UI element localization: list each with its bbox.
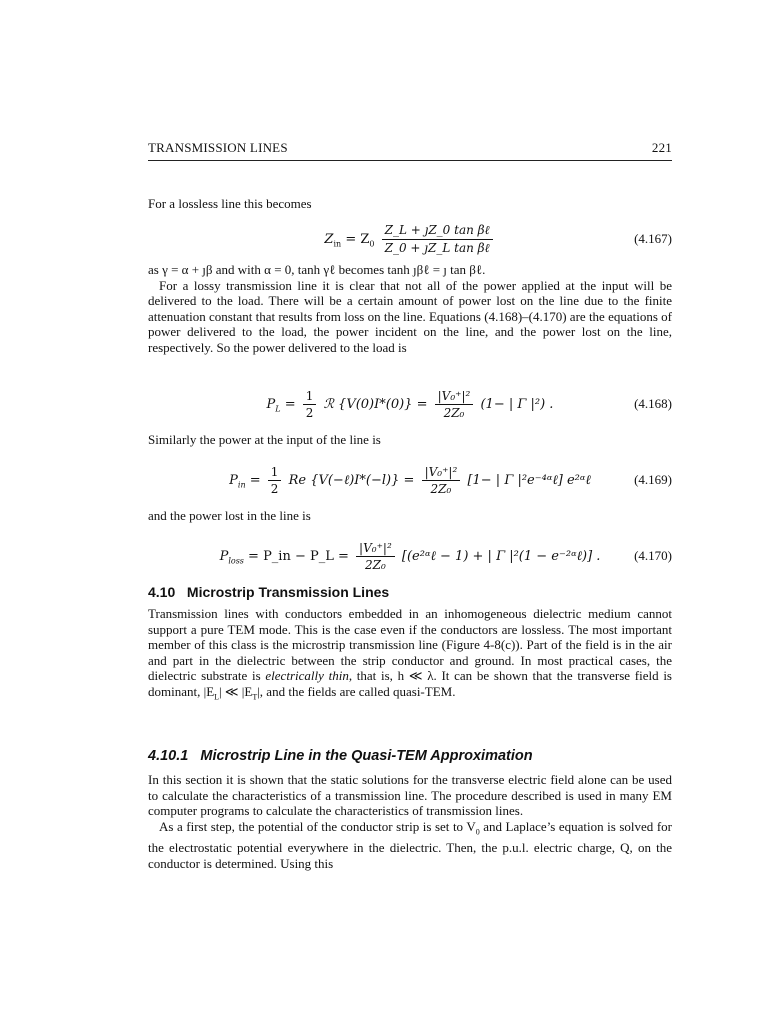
- quasi-tem-paragraph: In this section it is shown that the static solutions for the transverse electric field alone can be used to calculate the characteristics of a transmission line. The procedure described is used in many EM computer programs to calculate the characteristics of transmission lines.: [148, 772, 672, 819]
- section-4-10: [148, 584, 672, 705]
- lossy-text: [148, 262, 672, 356]
- first-step-paragraph: As a first step, the potential of the conductor strip is set to $V_0$ and Laplace’s equation is solved for the electrostatic potential everywhere in the dielectric. Then, the p.u.l. electric charge, Q, on the conductor is determined. Using this: [148, 818, 672, 871]
- after-eq-167: as γ = α + ȷβ and with α = 0, tanh γℓ becomes tanh ȷβℓ = ȷ tan βℓ.: [148, 262, 486, 277]
- lossless-intro: For a lossless line this becomes: [148, 196, 312, 211]
- page-number: 221: [651, 140, 672, 155]
- equation-4-168: $P_L$ = $\frac{1}{2}$ ℛ {V(0)I*(0)} = $\frac{\text{|V₀⁺|²}}{\text{2Z₀}}$ (1− | Γ |²) . (4.168): [266, 388, 672, 420]
- equation-number: (4.167): [634, 231, 672, 246]
- equation-number: (4.168): [634, 396, 672, 411]
- equation-number: (4.170): [634, 548, 672, 563]
- power-lost-text: and the power lost in the line is: [148, 508, 311, 523]
- section-heading: 4.10 Microstrip Transmission Lines: [148, 584, 390, 600]
- equation-4-169: $P_{in}$ = $\frac{1}{2}$ Re {V(−ℓ)I*(−l)} = $\frac{\text{|V₀⁺|²}}{\text{2Z₀}}$ [1− | Γ |²e⁻⁴ᵅℓ] e²ᵅℓ (4.169): [229, 464, 672, 496]
- similarly-text: Similarly the power at the input of the line is: [148, 432, 381, 447]
- equation-4-167: $Z_{in} = Z_0$ $\frac{\text{Z\_L + ȷZ\_0 tan βℓ}}{\text{Z\_0 + ȷZ\_L tan βℓ}}$ (4.167): [324, 222, 672, 255]
- fraction: $\frac{\text{Z\_L + ȷZ\_0 tan βℓ}}{\text{Z\_0 + ȷZ\_L tan βℓ}}$: [382, 223, 493, 256]
- equation-number: (4.169): [634, 472, 672, 487]
- subsection-heading: 4.10.1 Microstrip Line in the Quasi-TEM Approximation: [148, 748, 533, 764]
- running-header: [148, 140, 672, 161]
- page: [148, 140, 672, 161]
- lossy-paragraph: For a lossy transmission line it is clear that not all of the power applied at the input will be delivered to the load. There will be a certain amount of power lost on the line due to the finite attenuation constant that results from loss on the line. Equations (4.168)–(4.170) are the equations of power delivered to the load, the power incident on the line, and the power lost on the line, respectively. So the power delivered to the load is: [148, 277, 672, 355]
- section-4-10-1: [148, 748, 672, 871]
- running-title: TRANSMISSION LINES: [148, 140, 288, 155]
- equation-4-170: $P_{loss}$ = P_in − P_L = $\frac{\text{|V₀⁺|²}}{\text{2Z₀}}$ [(e²ᵅℓ − 1) + | Γ |²(1 − e⁻²ᵅℓ)] . (4.170): [219, 540, 672, 572]
- microstrip-paragraph: Transmission lines with conductors embedded in an inhomogeneous dielectric medium cannot support a pure TEM mode. This is the case even if the conductors are lossless. The most important member of this class is the microstrip transmission line (Figure 4-8(c)). Part of the field is in the air and part in the dielectric between the strip conductor and ground. In most practical cases, the dielectric substrate is electrically thin, that is, h ≪ λ. It can be shown that the transverse field is dominant, $|E_L|$ ≪ $|E_T|$, and the fields are called quasi-TEM.: [148, 606, 672, 702]
